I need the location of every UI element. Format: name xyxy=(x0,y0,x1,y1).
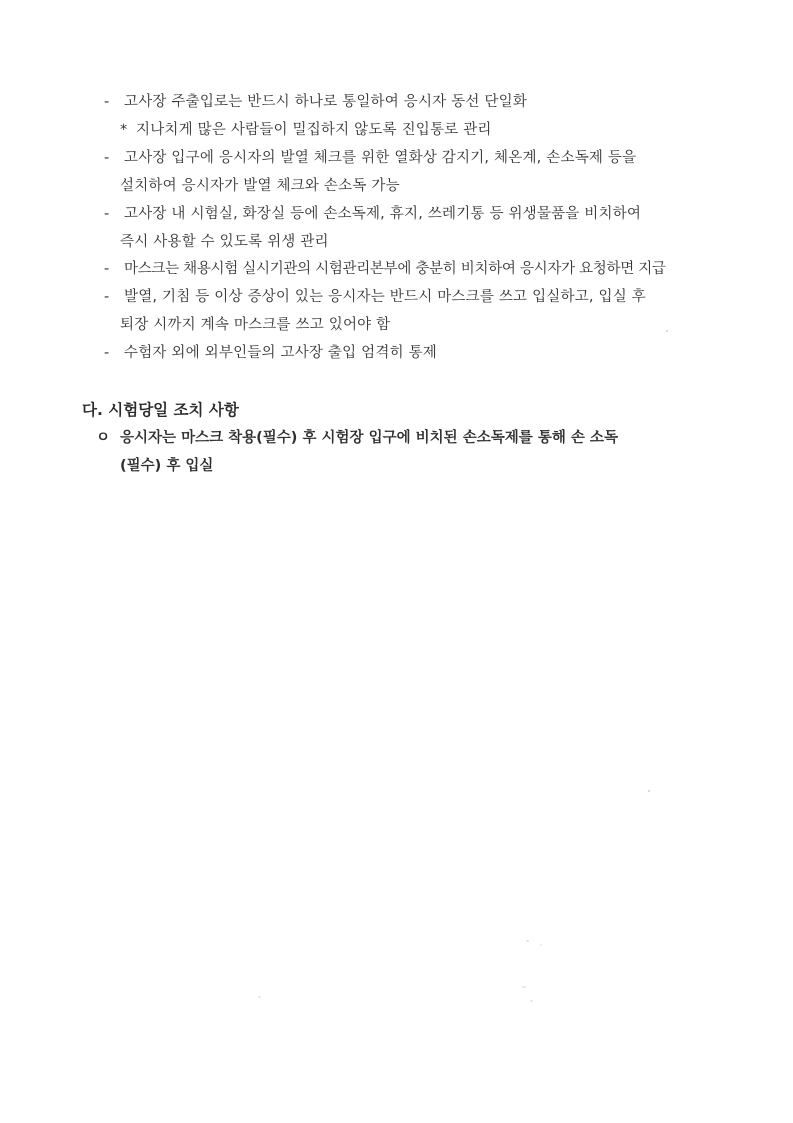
scan-speck xyxy=(522,986,526,988)
list-item-text: 고사장 주출입로는 반드시 하나로 통일하여 응시자 동선 단일화 xyxy=(124,94,528,110)
list-item-text: 발열, 기침 등 이상 증상이 있는 응시자는 반드시 마스크를 쓰고 입실하고, 입실 후 xyxy=(124,289,646,305)
scan-speck xyxy=(666,330,668,332)
list-item-text: 퇴장 시까지 계속 마스크를 쓰고 있어야 함 xyxy=(120,317,391,333)
list-item-text: 수험자 외에 외부인들의 고사장 출입 엄격히 통제 xyxy=(124,345,437,361)
note-text: 지나치게 많은 사람들이 밀집하지 않도록 진입통로 관리 xyxy=(136,122,492,138)
list-item-continuation xyxy=(120,315,390,335)
scan-speck xyxy=(530,1000,533,1002)
section-bullet-continuation xyxy=(120,456,213,476)
scan-speck xyxy=(648,790,650,792)
section-bullet-text: 응시자는 마스크 착용(필수) 후 시험장 입구에 비치된 손소독제를 통해 손 소독 xyxy=(120,430,618,446)
list-item xyxy=(104,204,641,224)
section-bullet-item xyxy=(96,428,618,448)
list-item xyxy=(104,148,636,168)
scan-speck xyxy=(540,944,542,946)
section-title: 다. 시험당일 조치 사항 xyxy=(82,401,239,419)
list-item xyxy=(104,287,646,307)
list-item xyxy=(104,343,437,363)
section-bullet-text: (필수) 후 입실 xyxy=(120,458,214,474)
circle-marker: ㅇ xyxy=(96,430,111,446)
list-marker: - xyxy=(104,150,110,166)
note-marker: * xyxy=(120,122,128,138)
list-item-text: 즉시 사용할 수 있도록 위생 관리 xyxy=(120,234,329,250)
list-item-continuation xyxy=(120,176,400,196)
list-item xyxy=(104,259,666,279)
list-item-note xyxy=(120,120,492,140)
list-marker: - xyxy=(104,206,110,222)
list-item-text: 고사장 내 시험실, 화장실 등에 손소독제, 휴지, 쓰레기통 등 위생물품을 비치하여 xyxy=(124,206,642,222)
scan-speck xyxy=(258,996,261,998)
list-marker: - xyxy=(104,261,109,277)
list-marker: - xyxy=(104,345,110,361)
list-item-text: 설치하여 응시자가 발열 체크와 손소독 가능 xyxy=(120,178,400,194)
list-marker: - xyxy=(104,289,110,305)
list-item xyxy=(104,92,527,112)
list-marker: - xyxy=(104,94,110,110)
list-item-text: 고사장 입구에 응시자의 발열 체크를 위한 열화상 감지기, 체온계, 손소독제 등을 xyxy=(124,150,637,166)
scan-speck xyxy=(526,940,529,942)
list-item-text: 마스크는 채용시험 실시기관의 시험관리본부에 충분히 비치하여 응시자가 요청하면 지급 xyxy=(124,261,666,277)
list-item-continuation xyxy=(120,232,329,252)
